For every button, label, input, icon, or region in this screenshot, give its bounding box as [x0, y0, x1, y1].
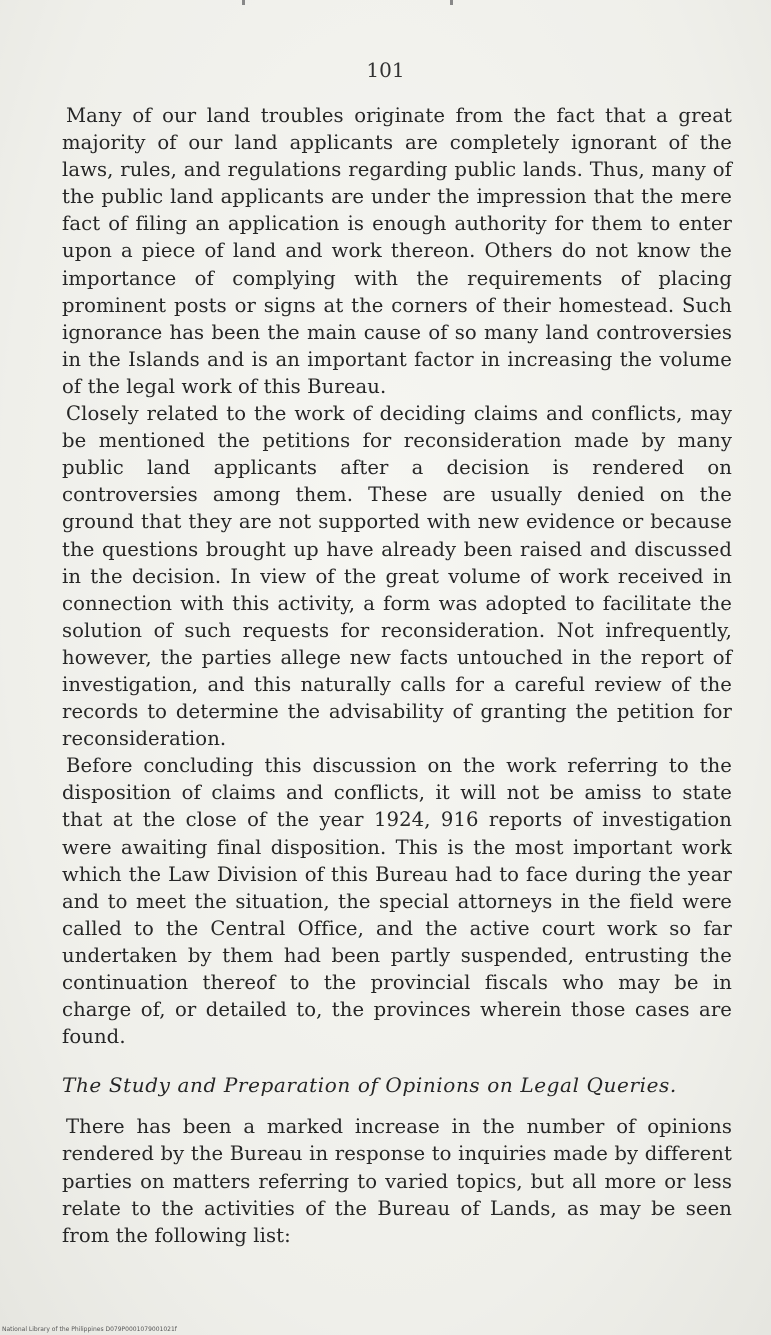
scan-footer-label: National Library of the Philippines D079P0001079001021f: [2, 1326, 177, 1333]
paragraph-3: Before concluding this discussion on the work referring to the disposition of claims and conflicts, it will not be amiss to state that at the close of the year 1924, 916 reports of investigation were awaiting final disposition. This is the most important work which the Law Division of this Bureau had to face during the year and to meet the situation, the special attorneys in the field were called to the Central Office, and the active court work so far undertaken by them had been partly suspended, entrusting the continuation thereof to the provincial fiscals who may be in charge of, or detailed to, the provinces wherein those cases are found.: [62, 754, 732, 1049]
paragraph-2: Closely related to the work of deciding claims and conflicts, may be mentioned the petitions for reconsideration made by many public land applicants after a decision is rendered on controversies among them. These are usually denied on the ground that they are not supported with new evidence or because the questions brought up have already been raised and discussed in the decision. In view of the great volume of work received in connection with this activity, a form was adopted to facilitate the solution of such requests for reconsideration. Not infrequently, however, the parties allege new facts untouched in the report of investigation, and this naturally calls for a careful review of the records to determine the advisability of granting the petition for reconsideration.: [62, 402, 732, 751]
page-number: 101: [366, 58, 405, 82]
paragraph-1: Many of our land troubles originate from the fact that a great majority of our land applicants are completely ignorant of the laws, rules, and regulations regarding public lands. Thus, many of the public land applicants are under the impression that the mere fact of filing an application is enough authority for them to enter upon a piece of land and work thereon. Others do not know the importance of complying with the requirements of placing prominent posts or signs at the corners of their homestead. Such ignorance has been the main cause of so many land controversies in the Islands and is an important factor in increasing the volume of the legal work of this Bureau.: [62, 104, 732, 398]
scan-edge-marks: [0, 0, 771, 10]
paragraph-4: There has been a marked increase in the number of opinions rendered by the Bureau in response to inquiries made by different parties on matters referring to varied topics, but all more or less relate to the activities of the Bureau of Lands, as may be seen from the following list:: [62, 1115, 732, 1247]
body-text: [62, 102, 732, 1249]
section-heading: The Study and Preparation of Opinions on Legal Queries.: [62, 1073, 677, 1098]
